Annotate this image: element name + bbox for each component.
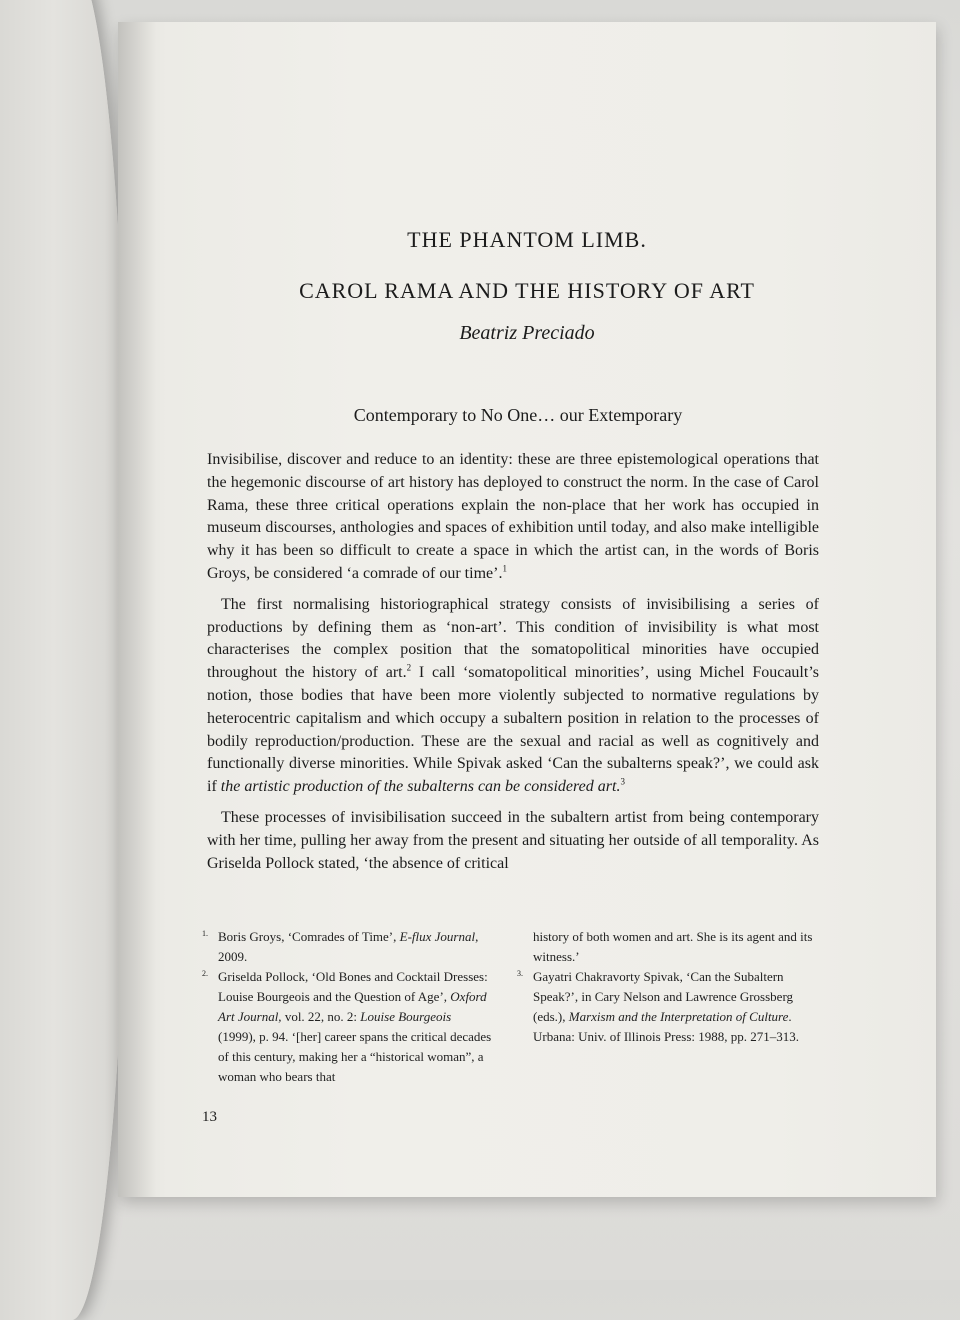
book-page [118,22,936,1197]
paragraph-2-text-a: The first normalising historiographical strategy consists of invisibilising a series of productions by defining them as ‘non-art’. This condition of invisibility is what most characterises the complex position that the somatopolitical minorities have occupied throughout the history of art. [207,595,819,682]
section-heading: Contemporary to No One… our Extemporary [353,405,683,425]
paragraph-2-italic: the artistic production of the subalterns can be considered art. [220,778,621,796]
footnote-3-book-title: Marxism and the Interpretation of Culture [568,1009,789,1024]
facing-page-edge [0,0,130,1320]
footnote-2-volume: vol. 22, no. 2: [281,1009,361,1024]
paragraph-1-text: Invisibilise, discover and reduce to an identity: these are three epistemological operations that the hegemonic discourse of art history has deployed to construct the norm. In the case of Carol Rama, these three critical operations explain the non-place that her work has occupied in museum discourses, anthologies and spaces of exhibition until today, and also make intelligible why it has been so difficult to create a space in which the artist can, in the words of Boris Groys, be considered ‘a comrade of our time’. [207,451,819,582]
paragraph-2-text-b: I call ‘somatopolitical minorities’, using Michel Foucault’s notion, those bodies that have been more violently subjected to normative regulations by heterocentric capitalism and which occupy a subaltern position in relation to the processes of bodily reproduction/production. These are the sexual and racial as well as cognitively and functionally diverse minorities. While Spivak asked ‘Can the subalterns speak?’, we could ask if [207,664,819,796]
page-number: 13 [202,1109,217,1125]
author-name: Beatriz Preciado [459,322,595,344]
footnotes-right-column [517,927,817,1047]
footnote-2-continued: history of both women and art. She is its agent and its witness.’ [533,929,813,964]
footnote-3-publisher: . Urbana: Univ. of Illinois Press: 1988, pp. 271–313. [533,1009,799,1044]
footnote-1-journal: E-flux Journal [399,929,476,944]
footnote-ref-1: 1 [502,563,507,574]
paragraph-1 [207,449,819,586]
footnote-1 [202,927,492,967]
footnote-3-text: Gayatri Chakravorty Spivak, ‘Can the Subaltern Speak?’, in Cary Nelson and Lawrence Grossberg (eds.), [533,969,794,1024]
footnote-2-number: 2. [202,969,208,978]
footnote-2 [202,967,492,1087]
body-text [207,449,819,875]
footnote-2-journal: Oxford Art Journal, [218,989,487,1024]
footnotes-left-column [202,927,492,1087]
footnote-3 [517,967,817,1047]
chapter-title-line-1: THE PHANTOM LIMB. [407,227,647,252]
footnote-1-year: , 2009. [218,929,479,964]
chapter-title-line-2: CAROL RAMA AND THE HISTORY OF ART [299,278,755,303]
paragraph-2 [207,594,819,799]
paragraph-3: These processes of invisibilisation succeed in the subaltern artist from being contemporary with her time, pulling her away from the present and situating her outside of all temporality. As Griselda Pollock stated, ‘the absence of critical [207,808,819,872]
footnote-1-number: 1. [202,929,208,938]
footnote-2-quote: (1999), p. 94. ‘[her] career spans the critical decades of this century, making her a “historical woman”, a woman who bears that [218,1029,492,1084]
spine-shadow [118,22,156,1197]
footnote-2-text: Griselda Pollock, ‘Old Bones and Cocktail Dresses: Louise Bourgeois and the Question of Age’, [218,969,488,1004]
footnote-ref-3: 3 [620,776,625,787]
footnote-2-issue-title: Louise Bourgeois [360,1009,452,1024]
footnote-1-text: Boris Groys, ‘Comrades of Time’, [218,929,400,944]
footnote-3-number: 3. [517,969,523,978]
footnote-ref-2: 2 [406,662,412,673]
